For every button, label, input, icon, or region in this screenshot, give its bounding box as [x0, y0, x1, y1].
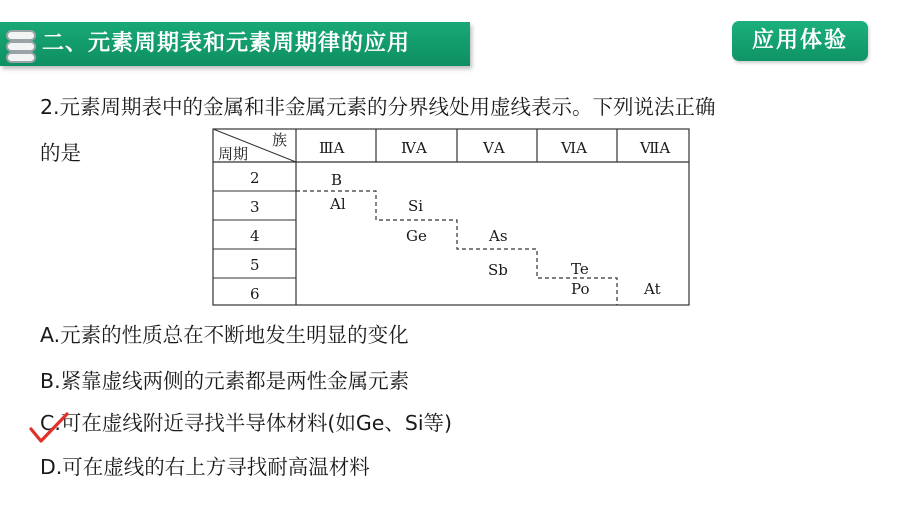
element-Po: Po	[571, 280, 590, 298]
corner-group-label: 族	[272, 131, 288, 149]
element-As: As	[489, 227, 508, 245]
period-5: 5	[250, 256, 260, 274]
question-line-1: 2.元素周期表中的金属和非金属元素的分界线处用虚线表示。下列说法正确	[40, 95, 716, 119]
element-At: At	[644, 280, 661, 298]
element-Ge: Ge	[406, 227, 427, 245]
group-header-IIIA: ⅢA	[319, 139, 345, 157]
corner-period-label: 周期	[218, 145, 249, 163]
group-header-VA: ⅤA	[483, 139, 505, 157]
element-B: B	[331, 171, 343, 189]
group-header-IVA: ⅣA	[401, 139, 427, 157]
element-Al: Al	[330, 195, 346, 213]
period-3: 3	[250, 198, 260, 216]
option-a[interactable]: A.元素的性质总在不断地发生明显的变化	[40, 323, 409, 347]
option-c[interactable]: C.可在虚线附近寻找半导体材料(如Ge、Si等)	[40, 411, 453, 435]
binder-rings-icon	[6, 28, 36, 62]
group-header-VIIA: ⅦA	[640, 139, 671, 157]
element-Si: Si	[408, 197, 424, 215]
question-line-2: 的是	[40, 141, 81, 165]
application-badge: 应用体验	[732, 21, 868, 61]
period-4: 4	[250, 227, 260, 245]
period-2: 2	[250, 169, 260, 187]
check-icon	[28, 411, 70, 445]
option-b[interactable]: B.紧靠虚线两侧的元素都是两性金属元素	[40, 369, 410, 393]
group-header-VIA: ⅥA	[561, 139, 587, 157]
section-title: 二、元素周期表和元素周期律的应用	[42, 31, 411, 56]
element-Te: Te	[571, 260, 589, 278]
period-6: 6	[250, 285, 260, 303]
periodic-table-fragment	[212, 128, 690, 306]
element-Sb: Sb	[488, 261, 508, 279]
option-d[interactable]: D.可在虚线的右上方寻找耐高温材料	[40, 455, 370, 479]
